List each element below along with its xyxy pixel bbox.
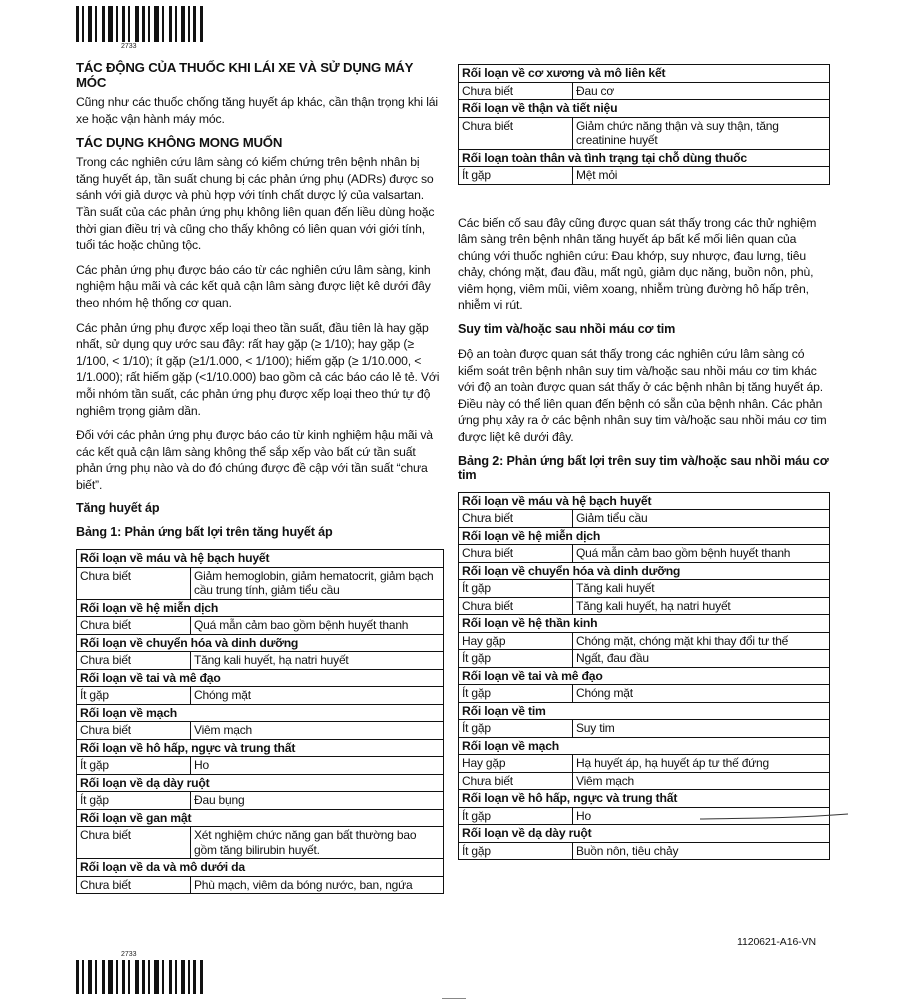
- paragraph: Các phản ứng phụ được báo cáo từ các nghiên cứu lâm sàng, kinh nghiệm hậu mãi và các kết quả cận lâm sàng được liệt kê dưới đây theo nhóm hệ thống cơ quan.: [76, 262, 431, 310]
- table-adverse-reactions-hypertension: [76, 549, 444, 894]
- paragraph: Các phản ứng phụ được xếp loại theo tần suất, đầu tiên là hay gặp nhất, sử dụng quy ước sau đây: rất hay gặp (≥ 1/10); hay gặp (≥ 1/100, < 1/10); ít gặp (≥1/1.000, < 1/100); hiếm gặp (≥ 1/10.000, < 1/1.000); rất hiếm gặp (<1/10.000) bao gồm cả các báo cáo lẻ tẻ. Với mỗi nhóm tần suất, các phản ứng phụ được xếp loại theo thứ tự độ nghiêm trọng giảm dần.: [76, 320, 440, 418]
- barcode-bar: [122, 6, 125, 42]
- reaction-cell: Hạ huyết áp, hạ huyết áp tư thế đứng: [573, 755, 830, 773]
- frequency-cell: Chưa biết: [77, 617, 191, 635]
- table-row: [459, 772, 830, 790]
- frequency-cell: Chưa biết: [459, 597, 573, 615]
- barcode-top: [76, 6, 206, 42]
- paragraph: Trong các nghiên cứu lâm sàng có kiểm chứng trên bệnh nhân bị tăng huyết áp, tần suất chung bị các phản ứng phụ (ADRs) được so sánh với giả dược và phù hợp với tính chất dược lý của valsartan. Tần suất của các phản ứng phụ không liên quan đến liều dùng hoặc thời gian điều trị và cũng cho thấy không có liên quan với giới tính, tuổi tác hoặc chủng tộc.: [76, 155, 435, 253]
- right-column: [458, 64, 830, 860]
- table-row: [459, 632, 830, 650]
- category-label: Rối loạn về tai và mê đạo: [77, 669, 444, 687]
- table-category-row: [459, 667, 830, 685]
- paragraph: Đối với các phản ứng phụ được báo cáo từ kinh nghiệm hậu mãi và các kết quả cận lâm sàng không thể sắp xếp vào bất cứ tần suất phản ứng phụ nào và do đó chúng được đề cập với tần suất “chưa biết”.: [76, 428, 433, 492]
- barcode-bar: [162, 960, 164, 994]
- category-label: Rối loạn về hô hấp, ngực và trung thất: [459, 790, 830, 808]
- category-label: Rối loạn về hệ thần kinh: [459, 615, 830, 633]
- barcode-bar: [162, 6, 164, 42]
- barcode-bar: [76, 960, 79, 994]
- barcode-bar: [181, 6, 185, 42]
- barcode-bar: [128, 6, 130, 42]
- table-category-row: [459, 737, 830, 755]
- category-label: Rối loạn về mạch: [459, 737, 830, 755]
- barcode-bar: [108, 6, 113, 42]
- barcode-bar: [116, 6, 118, 42]
- table-row: [77, 757, 444, 775]
- frequency-cell: Ít gặp: [77, 792, 191, 810]
- table-row: [77, 827, 444, 859]
- category-label: Rối loạn về tim: [459, 702, 830, 720]
- frequency-cell: Ít gặp: [459, 720, 573, 738]
- frequency-cell: Chưa biết: [77, 876, 191, 894]
- category-label: Rối loạn về gan mật: [77, 809, 444, 827]
- barcode-bar: [200, 960, 203, 994]
- barcode-bottom: [76, 960, 206, 994]
- table-category-row: [77, 774, 444, 792]
- category-label: Rối loạn về cơ xương và mô liên kết: [459, 65, 830, 83]
- barcode-bar: [108, 960, 113, 994]
- table-row: [459, 842, 830, 860]
- frequency-cell: Chưa biết: [77, 652, 191, 670]
- table-category-row: [459, 149, 830, 167]
- table-category-row: [459, 562, 830, 580]
- category-label: Rối loạn về tai và mê đạo: [459, 667, 830, 685]
- frequency-cell: Ít gặp: [459, 685, 573, 703]
- barcode-bar: [181, 960, 185, 994]
- barcode-bar: [188, 960, 190, 994]
- left-text-sections: [76, 60, 444, 539]
- frequency-cell: Hay gặp: [459, 755, 573, 773]
- table-row: [77, 722, 444, 740]
- table-row: [77, 617, 444, 635]
- category-label: Rối loạn về dạ dày ruột: [459, 825, 830, 843]
- reaction-cell: Đau bụng: [191, 792, 444, 810]
- barcode-bar: [122, 960, 125, 994]
- barcode-bar: [88, 960, 92, 994]
- section-heading: TÁC ĐỘNG CỦA THUỐC KHI LÁI XE VÀ SỬ DỤNG MÁY MÓC: [76, 60, 413, 90]
- barcode-bar: [193, 6, 196, 42]
- reaction-cell: Buồn nôn, tiêu chảy: [573, 842, 830, 860]
- table-category-row: [459, 492, 830, 510]
- table-row: [77, 567, 444, 599]
- reaction-cell: Quá mẫn cảm bao gồm bệnh huyết thanh: [191, 617, 444, 635]
- barcode-bar: [148, 6, 150, 42]
- frequency-cell: Chưa biết: [77, 722, 191, 740]
- reaction-cell: Quá mẫn cảm bao gồm bệnh huyết thanh: [573, 545, 830, 563]
- barcode-bar: [135, 960, 139, 994]
- barcode-bar: [169, 960, 172, 994]
- frequency-cell: Ít gặp: [459, 807, 573, 825]
- pen-stroke-mark: [700, 812, 850, 826]
- paragraph: Độ an toàn được quan sát thấy trong các nghiên cứu lâm sàng có kiểm soát trên bệnh nhân suy tim và/hoặc sau nhồi máu cơ tim khác với độ an toàn được quan sát thấy ở các bệnh nhân bị tăng huyết áp. Điều này có thể liên quan đến bệnh có sẵn của bệnh nhân. Các phản ứng phụ xảy ra ở các bệnh nhân suy tim và/hoặc sau nhồi máu cơ tim được liệt kê dưới đây.: [458, 347, 827, 445]
- frequency-cell: Hay gặp: [459, 632, 573, 650]
- table-category-row: [77, 809, 444, 827]
- table-adverse-reactions-continued: [458, 64, 830, 185]
- barcode-number-top: 2733: [121, 43, 137, 50]
- reaction-cell: Tăng kali huyết, hạ natri huyết: [191, 652, 444, 670]
- reaction-cell: Chóng mặt: [191, 687, 444, 705]
- table-category-row: [459, 65, 830, 83]
- table-category-row: [77, 739, 444, 757]
- barcode-bar: [142, 960, 145, 994]
- reaction-cell: Chóng mặt: [573, 685, 830, 703]
- barcode-bar: [154, 6, 159, 42]
- reaction-cell: Giảm tiểu cầu: [573, 510, 830, 528]
- reaction-cell: Giảm hemoglobin, giảm hematocrit, giảm bạch cầu trung tính, giảm tiểu cầu: [191, 567, 444, 599]
- category-label: Rối loạn về máu và hệ bạch huyết: [459, 492, 830, 510]
- table-category-row: [77, 669, 444, 687]
- footer-dash: [442, 998, 466, 999]
- frequency-cell: Chưa biết: [459, 117, 573, 149]
- reaction-cell: Đau cơ: [573, 82, 830, 100]
- table-row: [77, 876, 444, 894]
- barcode-bar: [142, 6, 145, 42]
- reaction-cell: Viêm mạch: [573, 772, 830, 790]
- table-row: [459, 685, 830, 703]
- document-code: 1120621-A16-VN: [737, 936, 816, 948]
- table-row: [459, 720, 830, 738]
- barcode-bar: [95, 960, 97, 994]
- frequency-cell: Chưa biết: [77, 567, 191, 599]
- frequency-cell: Chưa biết: [459, 82, 573, 100]
- barcode-bar: [169, 6, 172, 42]
- barcode-number-bottom: 2733: [121, 951, 137, 958]
- frequency-cell: Chưa biết: [459, 545, 573, 563]
- table-adverse-reactions-heart-failure: [458, 492, 830, 861]
- barcode-bar: [76, 6, 79, 42]
- paragraph: Cũng như các thuốc chống tăng huyết áp khác, cần thận trọng khi lái xe hoặc vận hành máy móc.: [76, 95, 438, 126]
- frequency-cell: Ít gặp: [459, 167, 573, 185]
- right-text-sections: [458, 215, 830, 482]
- reaction-cell: Giảm chức năng thận và suy thận, tăng creatinine huyết: [573, 117, 830, 149]
- subsection-heading: Suy tim và/hoặc sau nhồi máu cơ tim: [458, 322, 676, 337]
- category-label: Rối loạn về thận và tiết niệu: [459, 100, 830, 118]
- category-label: Rối loạn về hô hấp, ngực và trung thất: [77, 739, 444, 757]
- reaction-cell: Xét nghiệm chức năng gan bất thường bao gồm tăng bilirubin huyết.: [191, 827, 444, 859]
- left-column: [76, 58, 444, 894]
- table-row: [459, 545, 830, 563]
- barcode-bar: [188, 6, 190, 42]
- reaction-cell: Tăng kali huyết, hạ natri huyết: [573, 597, 830, 615]
- barcode-bar: [154, 960, 159, 994]
- subsection-heading: Tăng huyết áp: [76, 501, 160, 516]
- category-label: Rối loạn về da và mô dưới da: [77, 859, 444, 877]
- table-category-row: [459, 790, 830, 808]
- frequency-cell: Ít gặp: [459, 580, 573, 598]
- reaction-cell: Ngất, đau đầu: [573, 650, 830, 668]
- table-row: [459, 650, 830, 668]
- reaction-cell: Phù mạch, viêm da bóng nước, ban, ngứa: [191, 876, 444, 894]
- table-row: [77, 792, 444, 810]
- category-label: Rối loạn về mạch: [77, 704, 444, 722]
- barcode-bar: [135, 6, 139, 42]
- frequency-cell: Ít gặp: [77, 687, 191, 705]
- category-label: Rối loạn về máu và hệ bạch huyết: [77, 550, 444, 568]
- frequency-cell: Chưa biết: [77, 827, 191, 859]
- reaction-cell: Ho: [573, 807, 830, 825]
- subsection-heading: Bảng 1: Phản ứng bất lợi trên tăng huyết áp: [76, 525, 333, 540]
- category-label: Rối loạn về hệ miễn dịch: [77, 599, 444, 617]
- barcode-bar: [200, 6, 203, 42]
- section-heading: TÁC DỤNG KHÔNG MONG MUỐN: [76, 135, 283, 151]
- barcode-bar: [128, 960, 130, 994]
- table-row: [77, 687, 444, 705]
- barcode-bar: [193, 960, 196, 994]
- paragraph: Các biến cố sau đây cũng được quan sát thấy trong các thử nghiệm lâm sàng trên bệnh nhân tăng huyết áp bất kể mối liên quan của chúng với thuốc nghiên cứu: Đau khớp, suy nhược, đau lưng, tiêu chảy, chóng mặt, đau đầu, mất ngủ, giảm dục năng, buồn nôn, phù, viêm họng, viêm mũi, viêm xoang, nhiễm trùng đường hô hấp trên, nhiễm vi rút.: [458, 215, 817, 313]
- barcode-bar: [88, 6, 92, 42]
- reaction-cell: Ho: [191, 757, 444, 775]
- reaction-cell: Suy tim: [573, 720, 830, 738]
- table-category-row: [77, 704, 444, 722]
- table-row: [459, 580, 830, 598]
- table-category-row: [77, 859, 444, 877]
- table-category-row: [459, 615, 830, 633]
- barcode-bar: [116, 960, 118, 994]
- barcode-bar: [82, 6, 84, 42]
- frequency-cell: Chưa biết: [459, 772, 573, 790]
- table-row: [459, 167, 830, 185]
- table-row: [459, 82, 830, 100]
- barcode-bar: [102, 960, 105, 994]
- table-category-row: [77, 634, 444, 652]
- frequency-cell: Chưa biết: [459, 510, 573, 528]
- barcode-bar: [102, 6, 105, 42]
- barcode-bar: [175, 960, 177, 994]
- frequency-cell: Ít gặp: [459, 650, 573, 668]
- subsection-heading: Bảng 2: Phản ứng bất lợi trên suy tim và/hoặc sau nhồi máu cơ tim: [458, 453, 829, 482]
- table-row: [459, 755, 830, 773]
- category-label: Rối loạn toàn thân và tình trạng tại chỗ dùng thuốc: [459, 149, 830, 167]
- reaction-cell: Chóng mặt, chóng mặt khi thay đổi tư thế: [573, 632, 830, 650]
- barcode-bar: [95, 6, 97, 42]
- barcode-bar: [82, 960, 84, 994]
- table-category-row: [459, 825, 830, 843]
- frequency-cell: Ít gặp: [459, 842, 573, 860]
- reaction-cell: Tăng kali huyết: [573, 580, 830, 598]
- reaction-cell: Viêm mạch: [191, 722, 444, 740]
- table-category-row: [459, 702, 830, 720]
- table-category-row: [77, 599, 444, 617]
- table-row: [459, 510, 830, 528]
- table-row: [459, 117, 830, 149]
- barcode-bar: [148, 960, 150, 994]
- category-label: Rối loạn về dạ dày ruột: [77, 774, 444, 792]
- frequency-cell: Ít gặp: [77, 757, 191, 775]
- reaction-cell: Mệt mỏi: [573, 167, 830, 185]
- table-category-row: [77, 550, 444, 568]
- table-category-row: [459, 527, 830, 545]
- table-category-row: [459, 100, 830, 118]
- table-row: [77, 652, 444, 670]
- category-label: Rối loạn về hệ miễn dịch: [459, 527, 830, 545]
- table-row: [459, 597, 830, 615]
- category-label: Rối loạn về chuyển hóa và dinh dưỡng: [459, 562, 830, 580]
- barcode-bar: [175, 6, 177, 42]
- category-label: Rối loạn về chuyển hóa và dinh dưỡng: [77, 634, 444, 652]
